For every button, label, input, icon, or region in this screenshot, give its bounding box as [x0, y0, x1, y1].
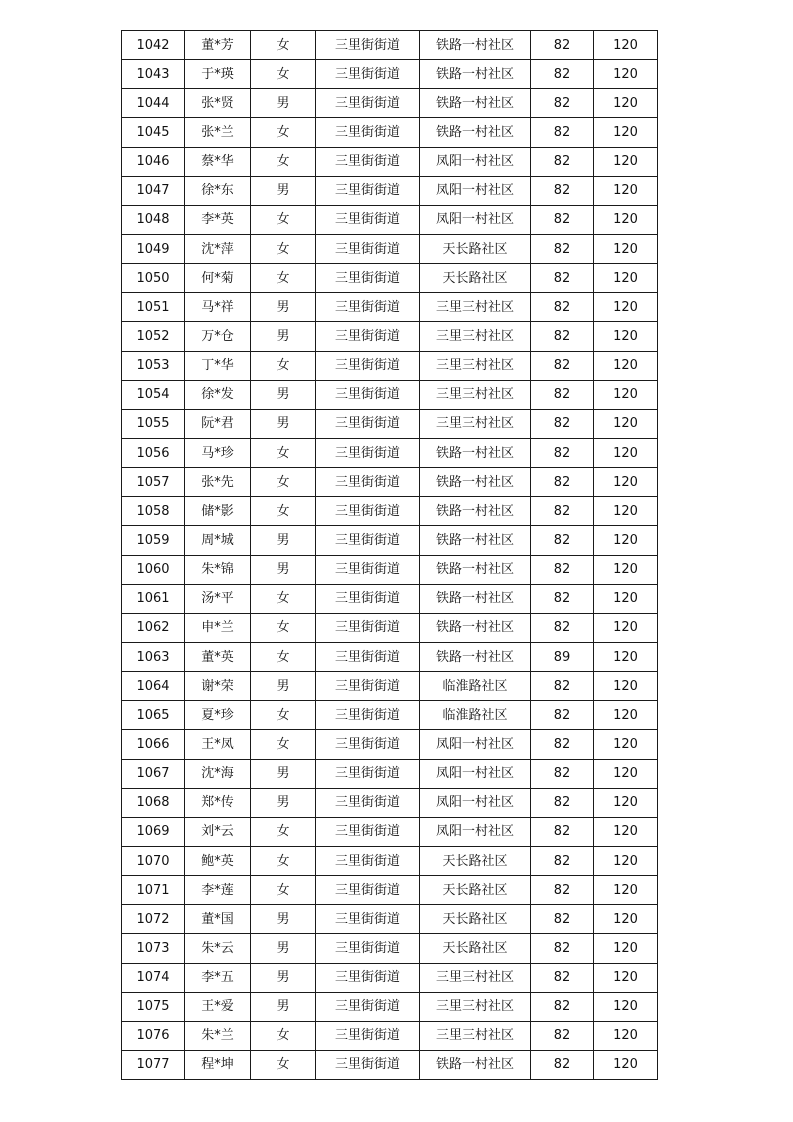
records-table — [121, 30, 658, 1080]
street-cell: 三里街街道 — [316, 584, 420, 613]
table-row — [122, 905, 658, 934]
table-row — [122, 205, 658, 234]
community-cell: 天长路社区 — [420, 905, 531, 934]
person-name-cell: 于*瑛 — [185, 60, 251, 89]
amount-cell: 120 — [594, 584, 658, 613]
person-name-cell: 朱*兰 — [185, 1021, 251, 1050]
amount-cell: 120 — [594, 905, 658, 934]
row-number-cell: 1068 — [122, 788, 185, 817]
person-name-cell: 周*城 — [185, 526, 251, 555]
row-number-cell: 1060 — [122, 555, 185, 584]
community-cell: 凤阳一村社区 — [420, 759, 531, 788]
community-cell: 铁路一村社区 — [420, 468, 531, 497]
gender-cell: 女 — [251, 817, 316, 846]
community-cell: 铁路一村社区 — [420, 438, 531, 467]
street-cell: 三里街街道 — [316, 380, 420, 409]
gender-cell: 男 — [251, 992, 316, 1021]
gender-cell: 男 — [251, 672, 316, 701]
amount-cell: 120 — [594, 730, 658, 759]
row-number-cell: 1065 — [122, 701, 185, 730]
street-cell: 三里街街道 — [316, 438, 420, 467]
age-cell: 82 — [531, 497, 594, 526]
street-cell: 三里街街道 — [316, 176, 420, 205]
row-number-cell: 1071 — [122, 876, 185, 905]
person-name-cell: 朱*锦 — [185, 555, 251, 584]
row-number-cell: 1070 — [122, 846, 185, 875]
amount-cell: 120 — [594, 876, 658, 905]
street-cell: 三里街街道 — [316, 701, 420, 730]
amount-cell: 120 — [594, 234, 658, 263]
age-cell: 82 — [531, 934, 594, 963]
row-number-cell: 1069 — [122, 817, 185, 846]
person-name-cell: 鲍*英 — [185, 846, 251, 875]
person-name-cell: 程*坤 — [185, 1050, 251, 1079]
street-cell: 三里街街道 — [316, 351, 420, 380]
table-row — [122, 234, 658, 263]
community-cell: 铁路一村社区 — [420, 60, 531, 89]
table-row — [122, 468, 658, 497]
community-cell: 天长路社区 — [420, 846, 531, 875]
row-number-cell: 1067 — [122, 759, 185, 788]
gender-cell: 男 — [251, 963, 316, 992]
amount-cell: 120 — [594, 555, 658, 584]
age-cell: 82 — [531, 89, 594, 118]
community-cell: 临淮路社区 — [420, 672, 531, 701]
street-cell: 三里街街道 — [316, 1021, 420, 1050]
street-cell: 三里街街道 — [316, 60, 420, 89]
table-row — [122, 351, 658, 380]
community-cell: 铁路一村社区 — [420, 89, 531, 118]
gender-cell: 女 — [251, 584, 316, 613]
age-cell: 82 — [531, 788, 594, 817]
amount-cell: 120 — [594, 380, 658, 409]
table-row — [122, 497, 658, 526]
row-number-cell: 1049 — [122, 234, 185, 263]
age-cell: 82 — [531, 60, 594, 89]
community-cell: 临淮路社区 — [420, 701, 531, 730]
street-cell: 三里街街道 — [316, 817, 420, 846]
street-cell: 三里街街道 — [316, 555, 420, 584]
person-name-cell: 谢*荣 — [185, 672, 251, 701]
table-row — [122, 759, 658, 788]
table-row — [122, 584, 658, 613]
amount-cell: 120 — [594, 934, 658, 963]
person-name-cell: 阮*君 — [185, 409, 251, 438]
person-name-cell: 何*菊 — [185, 264, 251, 293]
table-row — [122, 613, 658, 642]
row-number-cell: 1043 — [122, 60, 185, 89]
amount-cell: 120 — [594, 351, 658, 380]
records-table-body — [122, 31, 658, 1080]
table-row — [122, 118, 658, 147]
amount-cell: 120 — [594, 205, 658, 234]
person-name-cell: 刘*云 — [185, 817, 251, 846]
person-name-cell: 蔡*华 — [185, 147, 251, 176]
person-name-cell: 徐*东 — [185, 176, 251, 205]
age-cell: 82 — [531, 905, 594, 934]
street-cell: 三里街街道 — [316, 205, 420, 234]
amount-cell: 120 — [594, 60, 658, 89]
street-cell: 三里街街道 — [316, 876, 420, 905]
age-cell: 82 — [531, 409, 594, 438]
age-cell: 82 — [531, 963, 594, 992]
community-cell: 天长路社区 — [420, 934, 531, 963]
row-number-cell: 1058 — [122, 497, 185, 526]
person-name-cell: 董*国 — [185, 905, 251, 934]
amount-cell: 120 — [594, 89, 658, 118]
person-name-cell: 董*芳 — [185, 31, 251, 60]
community-cell: 凤阳一村社区 — [420, 788, 531, 817]
gender-cell: 女 — [251, 642, 316, 671]
table-row — [122, 1021, 658, 1050]
community-cell: 三里三村社区 — [420, 963, 531, 992]
community-cell: 铁路一村社区 — [420, 555, 531, 584]
street-cell: 三里街街道 — [316, 147, 420, 176]
person-name-cell: 储*影 — [185, 497, 251, 526]
row-number-cell: 1048 — [122, 205, 185, 234]
street-cell: 三里街街道 — [316, 468, 420, 497]
street-cell: 三里街街道 — [316, 497, 420, 526]
amount-cell: 120 — [594, 293, 658, 322]
row-number-cell: 1072 — [122, 905, 185, 934]
row-number-cell: 1064 — [122, 672, 185, 701]
row-number-cell: 1057 — [122, 468, 185, 497]
person-name-cell: 沈*海 — [185, 759, 251, 788]
age-cell: 82 — [531, 876, 594, 905]
street-cell: 三里街街道 — [316, 905, 420, 934]
street-cell: 三里街街道 — [316, 264, 420, 293]
age-cell: 82 — [531, 992, 594, 1021]
community-cell: 铁路一村社区 — [420, 613, 531, 642]
age-cell: 82 — [531, 846, 594, 875]
gender-cell: 女 — [251, 1021, 316, 1050]
amount-cell: 120 — [594, 992, 658, 1021]
person-name-cell: 李*英 — [185, 205, 251, 234]
person-name-cell: 申*兰 — [185, 613, 251, 642]
street-cell: 三里街街道 — [316, 672, 420, 701]
table-row — [122, 89, 658, 118]
gender-cell: 女 — [251, 730, 316, 759]
street-cell: 三里街街道 — [316, 788, 420, 817]
row-number-cell: 1056 — [122, 438, 185, 467]
row-number-cell: 1074 — [122, 963, 185, 992]
street-cell: 三里街街道 — [316, 118, 420, 147]
gender-cell: 女 — [251, 118, 316, 147]
age-cell: 82 — [531, 555, 594, 584]
row-number-cell: 1054 — [122, 380, 185, 409]
amount-cell: 120 — [594, 176, 658, 205]
community-cell: 天长路社区 — [420, 876, 531, 905]
age-cell: 82 — [531, 1021, 594, 1050]
row-number-cell: 1061 — [122, 584, 185, 613]
amount-cell: 120 — [594, 788, 658, 817]
person-name-cell: 张*先 — [185, 468, 251, 497]
table-row — [122, 293, 658, 322]
street-cell: 三里街街道 — [316, 642, 420, 671]
table-row — [122, 555, 658, 584]
person-name-cell: 丁*华 — [185, 351, 251, 380]
person-name-cell: 董*英 — [185, 642, 251, 671]
community-cell: 三里三村社区 — [420, 1021, 531, 1050]
table-row — [122, 31, 658, 60]
gender-cell: 女 — [251, 497, 316, 526]
gender-cell: 女 — [251, 351, 316, 380]
age-cell: 82 — [531, 672, 594, 701]
table-row — [122, 147, 658, 176]
community-cell: 三里三村社区 — [420, 409, 531, 438]
row-number-cell: 1052 — [122, 322, 185, 351]
amount-cell: 120 — [594, 468, 658, 497]
age-cell: 89 — [531, 642, 594, 671]
gender-cell: 男 — [251, 934, 316, 963]
table-row — [122, 730, 658, 759]
gender-cell: 女 — [251, 1050, 316, 1079]
table-row — [122, 438, 658, 467]
gender-cell: 女 — [251, 205, 316, 234]
person-name-cell: 郑*传 — [185, 788, 251, 817]
table-row — [122, 846, 658, 875]
table-row — [122, 672, 658, 701]
community-cell: 凤阳一村社区 — [420, 147, 531, 176]
person-name-cell: 张*贤 — [185, 89, 251, 118]
street-cell: 三里街街道 — [316, 963, 420, 992]
gender-cell: 女 — [251, 701, 316, 730]
amount-cell: 120 — [594, 147, 658, 176]
age-cell: 82 — [531, 613, 594, 642]
community-cell: 铁路一村社区 — [420, 497, 531, 526]
amount-cell: 120 — [594, 963, 658, 992]
age-cell: 82 — [531, 1050, 594, 1079]
table-row — [122, 380, 658, 409]
gender-cell: 女 — [251, 876, 316, 905]
age-cell: 82 — [531, 351, 594, 380]
row-number-cell: 1047 — [122, 176, 185, 205]
row-number-cell: 1042 — [122, 31, 185, 60]
street-cell: 三里街街道 — [316, 526, 420, 555]
age-cell: 82 — [531, 584, 594, 613]
street-cell: 三里街街道 — [316, 89, 420, 118]
amount-cell: 120 — [594, 672, 658, 701]
table-row — [122, 409, 658, 438]
table-row — [122, 642, 658, 671]
table-row — [122, 701, 658, 730]
gender-cell: 女 — [251, 438, 316, 467]
amount-cell: 120 — [594, 438, 658, 467]
gender-cell: 女 — [251, 468, 316, 497]
gender-cell: 男 — [251, 526, 316, 555]
person-name-cell: 马*祥 — [185, 293, 251, 322]
person-name-cell: 李*五 — [185, 963, 251, 992]
row-number-cell: 1046 — [122, 147, 185, 176]
age-cell: 82 — [531, 468, 594, 497]
amount-cell: 120 — [594, 701, 658, 730]
age-cell: 82 — [531, 526, 594, 555]
age-cell: 82 — [531, 759, 594, 788]
street-cell: 三里街街道 — [316, 613, 420, 642]
street-cell: 三里街街道 — [316, 293, 420, 322]
table-row — [122, 526, 658, 555]
age-cell: 82 — [531, 701, 594, 730]
community-cell: 铁路一村社区 — [420, 526, 531, 555]
gender-cell: 男 — [251, 409, 316, 438]
community-cell: 凤阳一村社区 — [420, 817, 531, 846]
gender-cell: 男 — [251, 380, 316, 409]
age-cell: 82 — [531, 438, 594, 467]
table-row — [122, 264, 658, 293]
row-number-cell: 1055 — [122, 409, 185, 438]
community-cell: 天长路社区 — [420, 234, 531, 263]
row-number-cell: 1073 — [122, 934, 185, 963]
table-row — [122, 788, 658, 817]
person-name-cell: 万*仓 — [185, 322, 251, 351]
street-cell: 三里街街道 — [316, 322, 420, 351]
age-cell: 82 — [531, 380, 594, 409]
table-row — [122, 876, 658, 905]
community-cell: 三里三村社区 — [420, 380, 531, 409]
person-name-cell: 汤*平 — [185, 584, 251, 613]
row-number-cell: 1044 — [122, 89, 185, 118]
person-name-cell: 朱*云 — [185, 934, 251, 963]
gender-cell: 女 — [251, 613, 316, 642]
person-name-cell: 李*莲 — [185, 876, 251, 905]
community-cell: 铁路一村社区 — [420, 642, 531, 671]
amount-cell: 120 — [594, 322, 658, 351]
gender-cell: 男 — [251, 293, 316, 322]
amount-cell: 120 — [594, 759, 658, 788]
street-cell: 三里街街道 — [316, 934, 420, 963]
community-cell: 三里三村社区 — [420, 293, 531, 322]
row-number-cell: 1059 — [122, 526, 185, 555]
gender-cell: 女 — [251, 60, 316, 89]
age-cell: 82 — [531, 730, 594, 759]
age-cell: 82 — [531, 234, 594, 263]
street-cell: 三里街街道 — [316, 1050, 420, 1079]
person-name-cell: 夏*珍 — [185, 701, 251, 730]
community-cell: 三里三村社区 — [420, 992, 531, 1021]
street-cell: 三里街街道 — [316, 846, 420, 875]
street-cell: 三里街街道 — [316, 409, 420, 438]
amount-cell: 120 — [594, 1050, 658, 1079]
street-cell: 三里街街道 — [316, 234, 420, 263]
community-cell: 铁路一村社区 — [420, 1050, 531, 1079]
age-cell: 82 — [531, 322, 594, 351]
amount-cell: 120 — [594, 1021, 658, 1050]
table-row — [122, 60, 658, 89]
street-cell: 三里街街道 — [316, 759, 420, 788]
community-cell: 铁路一村社区 — [420, 118, 531, 147]
gender-cell: 女 — [251, 234, 316, 263]
community-cell: 铁路一村社区 — [420, 584, 531, 613]
row-number-cell: 1066 — [122, 730, 185, 759]
amount-cell: 120 — [594, 264, 658, 293]
gender-cell: 女 — [251, 31, 316, 60]
amount-cell: 120 — [594, 31, 658, 60]
person-name-cell: 王*爱 — [185, 992, 251, 1021]
gender-cell: 男 — [251, 89, 316, 118]
row-number-cell: 1075 — [122, 992, 185, 1021]
row-number-cell: 1051 — [122, 293, 185, 322]
gender-cell: 男 — [251, 788, 316, 817]
gender-cell: 女 — [251, 147, 316, 176]
person-name-cell: 王*凤 — [185, 730, 251, 759]
row-number-cell: 1063 — [122, 642, 185, 671]
gender-cell: 男 — [251, 176, 316, 205]
amount-cell: 120 — [594, 118, 658, 147]
age-cell: 82 — [531, 147, 594, 176]
amount-cell: 120 — [594, 526, 658, 555]
community-cell: 三里三村社区 — [420, 322, 531, 351]
row-number-cell: 1045 — [122, 118, 185, 147]
table-row — [122, 322, 658, 351]
person-name-cell: 徐*发 — [185, 380, 251, 409]
gender-cell: 男 — [251, 759, 316, 788]
row-number-cell: 1076 — [122, 1021, 185, 1050]
amount-cell: 120 — [594, 642, 658, 671]
community-cell: 三里三村社区 — [420, 351, 531, 380]
table-row — [122, 963, 658, 992]
table-row — [122, 992, 658, 1021]
gender-cell: 女 — [251, 264, 316, 293]
community-cell: 凤阳一村社区 — [420, 205, 531, 234]
table-row — [122, 934, 658, 963]
row-number-cell: 1050 — [122, 264, 185, 293]
community-cell: 凤阳一村社区 — [420, 730, 531, 759]
age-cell: 82 — [531, 264, 594, 293]
table-row — [122, 176, 658, 205]
gender-cell: 男 — [251, 905, 316, 934]
amount-cell: 120 — [594, 497, 658, 526]
row-number-cell: 1053 — [122, 351, 185, 380]
row-number-cell: 1077 — [122, 1050, 185, 1079]
community-cell: 凤阳一村社区 — [420, 176, 531, 205]
community-cell: 铁路一村社区 — [420, 31, 531, 60]
age-cell: 82 — [531, 118, 594, 147]
gender-cell: 女 — [251, 846, 316, 875]
street-cell: 三里街街道 — [316, 730, 420, 759]
row-number-cell: 1062 — [122, 613, 185, 642]
age-cell: 82 — [531, 31, 594, 60]
person-name-cell: 马*珍 — [185, 438, 251, 467]
table-row — [122, 817, 658, 846]
person-name-cell: 沈*萍 — [185, 234, 251, 263]
amount-cell: 120 — [594, 817, 658, 846]
gender-cell: 男 — [251, 322, 316, 351]
amount-cell: 120 — [594, 613, 658, 642]
community-cell: 天长路社区 — [420, 264, 531, 293]
age-cell: 82 — [531, 293, 594, 322]
amount-cell: 120 — [594, 409, 658, 438]
amount-cell: 120 — [594, 846, 658, 875]
age-cell: 82 — [531, 817, 594, 846]
person-name-cell: 张*兰 — [185, 118, 251, 147]
table-row — [122, 1050, 658, 1079]
age-cell: 82 — [531, 176, 594, 205]
street-cell: 三里街街道 — [316, 31, 420, 60]
street-cell: 三里街街道 — [316, 992, 420, 1021]
gender-cell: 男 — [251, 555, 316, 584]
age-cell: 82 — [531, 205, 594, 234]
